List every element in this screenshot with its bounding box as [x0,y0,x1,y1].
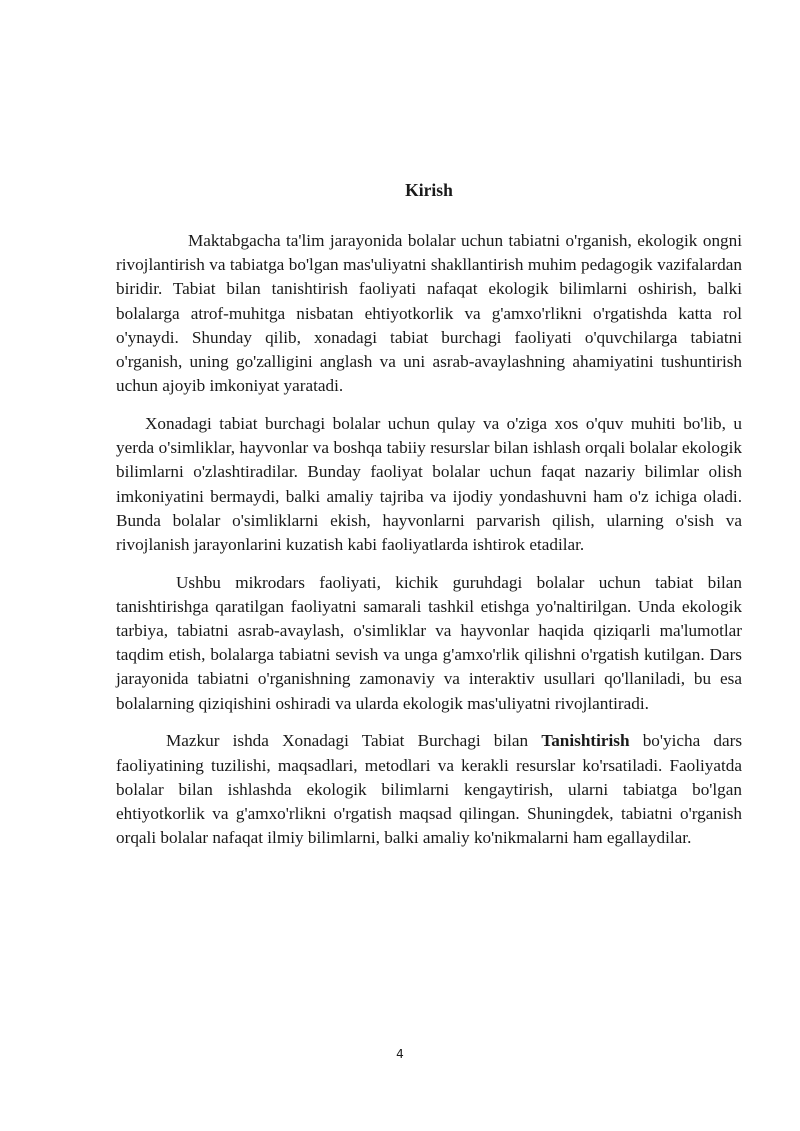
paragraph-nature-corner: Xonadagi tabiat burchagi bolalar uchun qulay va o'ziga xos o'quv muhiti bo'lib, u yerda o'simliklar, hayvonlar va boshqa tabiiy resurslar bilan ishlash orqali bolalar ekologik bilimlarni o'zlashtiradilar. Bunday faoliyat bolalar uchun faqat nazariy bilimlar olish imkoniyatini bermaydi, balki amaliy tajriba va ijodiy yondashuvni ham o'z ichiga oladi. Bunda bolalar o'simliklarni ekish, hayvonlarni parvarish qilish, ularning o'sish va rivojlanish jarayonlarini kuzatish kabi faoliyatlarda ishtirok etadilar. [116,413,742,554]
summary-text-start: Mazkur ishda Xonadagi Tabiat Burchagi bilan [166,731,542,751]
page-number: 4 [396,1047,404,1061]
summary-text-end: bo'yicha dars faoliyatining tuzilishi, maqsadlari, metodlari va kerakli resurslar ko'rsatiladi. Faoliyatda bolalar bilan ishlashda ekologik bilimlarni kengaytirish, ularni tabiatga bo'lgan ehtiyotkorlik va g'amxo'rlikni o'rgatish maqsad qilingan. Shuningdek, tabiatni o'rganish orqali bolalar nafaqat ilmiy bilimlarni, balki amaliy ko'nikmalarni ham egallaydilar. [116,731,743,848]
paragraph-microlesson: Ushbu mikrodars faoliyati, kichik guruhdagi bolalar uchun tabiat bilan tanishtirishga qaratilgan faoliyatni samarali tashkil etishga yo'naltirilgan. Unda ekologik tarbiya, tabiatni asrab-avaylash, o'simliklar va hayvonlar haqida qiziqarli ma'lumotlar taqdim etish, bolalarga tabiatni sevish va unga g'amxo'rlik qilishni o'rgatish kutilgan. Dars jarayonida tabiatni o'rganishning zamonaviy va interaktiv usullari qo'llaniladi, bu esa bolalarning qiziqishini oshiradi va ularda ekologik mas'uliyatni rivojlantiradi. [116,572,742,713]
paragraph-summary [116,729,742,850]
summary-bold-term: Tanishtirish [541,731,630,751]
section-title: Kirish [405,180,453,200]
paragraph-intro: Maktabgacha ta'lim jarayonida bolalar uchun tabiatni o'rganish, ekologik ongni rivojlantirish va tabiatga bo'lgan mas'uliyatni shakllantirish muhim pedagogik vazifalardan biridir. Tabiat bilan tanishtirish faoliyati nafaqat ekologik bilimlarni oshirish, balki bolalarga atrof-muhitga nisbatan ehtiyotkorlik va g'amxo'rlikni o'rgatishda katta rol o'ynaydi. Shunday qilib, xonadagi tabiat burchagi faoliyati o'quvchilarga tabiatni o'rganish, uning go'zalligini anglash va uni asrab-avaylashning ahamiyatini tushuntirish uchun ajoyib imkoniyat yaratadi. [116,231,742,396]
document-body [116,229,742,864]
